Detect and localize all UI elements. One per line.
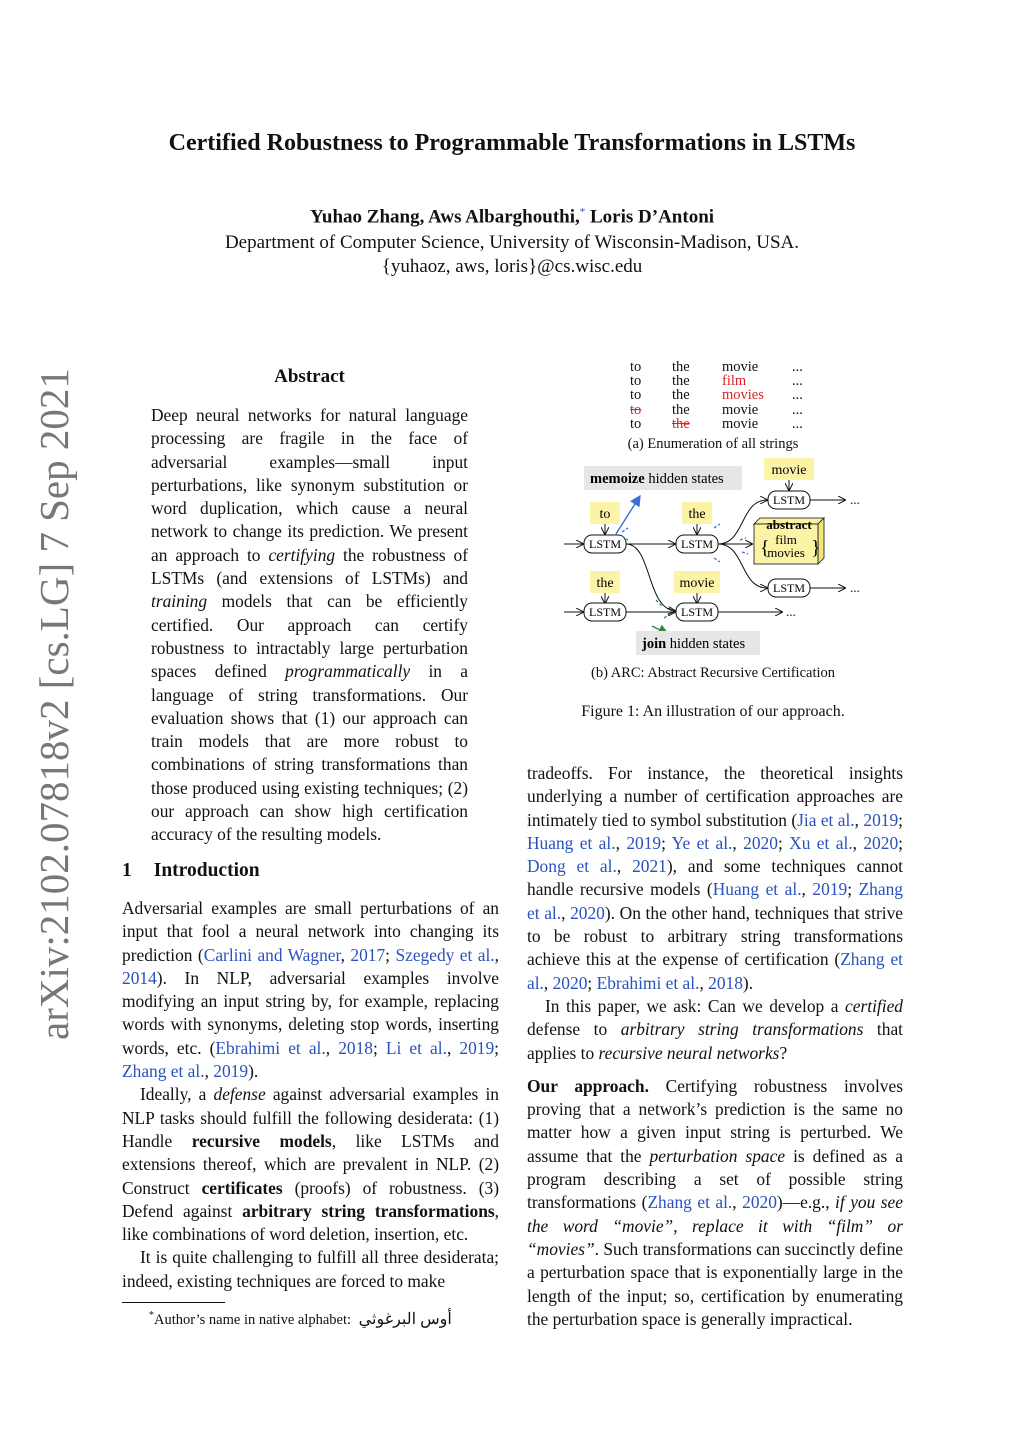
ellipsis: ... xyxy=(850,492,860,507)
enum-row: to the movies ... xyxy=(630,387,803,404)
intro-paragraph-3: It is quite challenging to fulfill all three desiderata; indeed, existing techniques are forced to make xyxy=(122,1247,499,1291)
right-paragraph-1: tradeoffs. For instance, the theoretical insights underlying a number of certification approaches are intimately tied to symbol substitution (Jia et al., 2019; Huang et al., 2019; Ye et al., 2020; Xu et al., 2020; Dong et al., 2021), and some techniques cannot handle recursive models (Huang et al., 2019; Zhang et al., 2020). On the other hand, techniques that strive to be robust to arbitrary string transformations achieve this at the expense of certification (Zhang et al., 2020; Ebrahimi et al., 2018). xyxy=(527,763,904,993)
memoize-label: memoize hidden states xyxy=(590,471,724,487)
token-text: the xyxy=(688,507,706,522)
right-column xyxy=(527,762,903,1331)
abstract-body: Deep neural networks for natural language processing are fragile in the face of adversarial examples—small input perturbations, like synonym substitution or word duplication, which cause a neural network to change its prediction. We present an approach to certifying the robustness of LSTMs (and extensions of LSTMs) and training models that can be efficiently certified. Our approach can certify robustness to intractably large perturbation spaces defined programmatically in a language of string transformations. Our evaluation shows that (1) our approach can train models that are more robust to combinations of string transformations than those produced using existing techniques; (2) our approach can show high certification accuracy of the resulting models. xyxy=(151,405,469,845)
citation-link[interactable]: Li et al. xyxy=(385,1037,447,1058)
citation-link[interactable]: 2020 xyxy=(863,832,899,853)
arc-diagram xyxy=(560,458,880,658)
citation-link[interactable]: Ye et al. xyxy=(671,832,733,853)
native-name: أوس البرغوثي xyxy=(358,1311,452,1328)
abstract-heading: Abstract xyxy=(274,366,345,387)
figure-1 xyxy=(560,360,880,720)
citation-link[interactable]: 2019 xyxy=(626,832,662,853)
subcaption-a: (a) Enumeration of all strings xyxy=(627,436,799,452)
lstm-label: LSTM xyxy=(680,605,714,619)
citation-link[interactable]: 2020 xyxy=(552,972,588,993)
citation-link[interactable]: 2019 xyxy=(459,1037,495,1058)
citation-link[interactable]: 2021 xyxy=(632,856,667,877)
right-paragraph-2: In this paper, we ask: Can we develop a certified defense to arbitrary string transformations that applies to recursive neural networks? xyxy=(527,995,903,1063)
author-emails: {yuhaoz, aws, loris}@cs.wisc.edu xyxy=(381,256,643,277)
footnote-divider xyxy=(122,1302,225,1303)
ellipsis: ... xyxy=(786,604,796,619)
svg-text:{: { xyxy=(760,537,770,559)
citation-link[interactable]: 2018 xyxy=(708,972,743,993)
abstract-film: film xyxy=(775,532,797,547)
lstm-label: LSTM xyxy=(680,537,714,551)
enum-row: to the movie ... xyxy=(630,359,803,375)
intro-paragraph-2: Ideally, a defense against adversarial examples in NLP tasks should fulfill the following desiderata: (1) Handle recursive models, like LSTMs and extensions thereof, which are prevalent in NLP. (2) Construct certificates (proofs) of robustness. (3) Defend against arbitrary string transformations, like combinations of word deletion, insertion, etc. xyxy=(122,1084,499,1245)
citation-link[interactable]: 2014 xyxy=(122,967,157,988)
citation-link[interactable]: Zhang et al. xyxy=(122,1061,205,1082)
citation-link[interactable]: Zhang et al. xyxy=(527,879,903,923)
citation-link[interactable]: Zhang et al. xyxy=(647,1192,733,1213)
citation-link[interactable]: 2020 xyxy=(570,902,605,923)
token-text: movie xyxy=(679,576,715,591)
right-paragraph-3: Our approach. Certifying robustness involves proving that a network’s prediction is the same no matter how a given input string is perturbed. We assume that the perturbation space is defined as a program describing a set of possible string transformations (Zhang et al., 2020)—e.g., if you see the word “movie”, replace it with “film” or “movies”. Such transformations can succinctly define a perturbation space that is exponentially large in the length of the input; so, certification by enumerating the perturbation space is generally impractical. xyxy=(527,1075,904,1329)
citation-link[interactable]: Dong et al. xyxy=(527,856,617,877)
lstm-label: LSTM xyxy=(772,493,806,507)
citation-link[interactable]: Carlini and Wagner xyxy=(203,944,341,965)
subcaption-b: (b) ARC: Abstract Recursive Certification xyxy=(590,665,836,681)
enum-row: to the movie ... xyxy=(630,415,803,432)
join-label: join hidden states xyxy=(642,636,746,652)
token-text: to xyxy=(599,507,611,522)
citation-link[interactable]: 2019 xyxy=(812,879,848,900)
citation-link[interactable]: Jia et al. xyxy=(797,809,855,830)
citation-link[interactable]: 2020 xyxy=(743,832,778,853)
abstract-movies: movies xyxy=(767,545,805,560)
token-text: the xyxy=(596,576,614,591)
citation-link[interactable]: Ebrahimi et al. xyxy=(215,1037,326,1058)
enum-row: to the film ... xyxy=(630,373,803,390)
footnote: *Author’s name in native alphabet: أوس البرغوثي xyxy=(149,1310,452,1328)
citation-link[interactable]: Zhang et al. xyxy=(527,949,904,993)
token-text: movie xyxy=(771,463,807,478)
citation-link[interactable]: Xu et al. xyxy=(789,832,853,853)
affiliation: Department of Computer Science, University of Wisconsin-Madison, USA. xyxy=(224,232,800,253)
paper-title: Certified Robustness to Programmable Transformations in LSTMs xyxy=(168,130,856,156)
lstm-label: LSTM xyxy=(588,537,622,551)
lstm-label: LSTM xyxy=(772,581,806,595)
left-column xyxy=(122,897,499,1293)
abstract-label: abstract xyxy=(766,517,812,532)
enumeration-table xyxy=(630,360,850,431)
citation-link[interactable]: Huang et al. xyxy=(527,832,616,853)
paragraph-heading: Our approach. xyxy=(527,1075,649,1096)
author-list: Yuhao Zhang, Aws Albarghouthi,* Loris D’Antoni xyxy=(309,206,715,228)
citation-link[interactable]: Szegedy et al. xyxy=(395,944,495,965)
section-heading-introduction: 1 Introduction xyxy=(122,860,260,881)
ellipsis: ... xyxy=(850,580,860,595)
citation-link[interactable]: 2019 xyxy=(863,809,899,830)
citation-link[interactable]: 2017 xyxy=(350,944,386,965)
citation-link[interactable]: 2019 xyxy=(213,1061,249,1082)
footnote-mark[interactable]: * xyxy=(579,206,586,218)
enum-row: to the movie ... xyxy=(630,401,803,418)
arxiv-watermark: arXiv:2102.07818v2 [cs.LG] 7 Sep 2021 xyxy=(31,368,77,1040)
lstm-label: LSTM xyxy=(588,605,622,619)
citation-link[interactable]: Ebrahimi et al. xyxy=(596,972,700,993)
citation-link[interactable]: 2020 xyxy=(742,1192,777,1213)
intro-paragraph-1: Adversarial examples are small perturbations of an input that fool a neural network into changing its prediction (Carlini and Wagner, 2017; Szegedy et al., 2014). In NLP, adversarial examples involve modifying an input string by, for example, replacing words with synonyms, deleting stop words, inserting words, etc. (Ebrahimi et al., 2018; Li et al., 2019; Zhang et al., 2019). xyxy=(122,898,500,1082)
citation-link[interactable]: 2018 xyxy=(338,1037,373,1058)
svg-text:}: } xyxy=(811,537,821,559)
figure-caption: Figure 1: An illustration of our approach. xyxy=(581,703,845,720)
citation-link[interactable]: Huang et al. xyxy=(712,879,802,900)
